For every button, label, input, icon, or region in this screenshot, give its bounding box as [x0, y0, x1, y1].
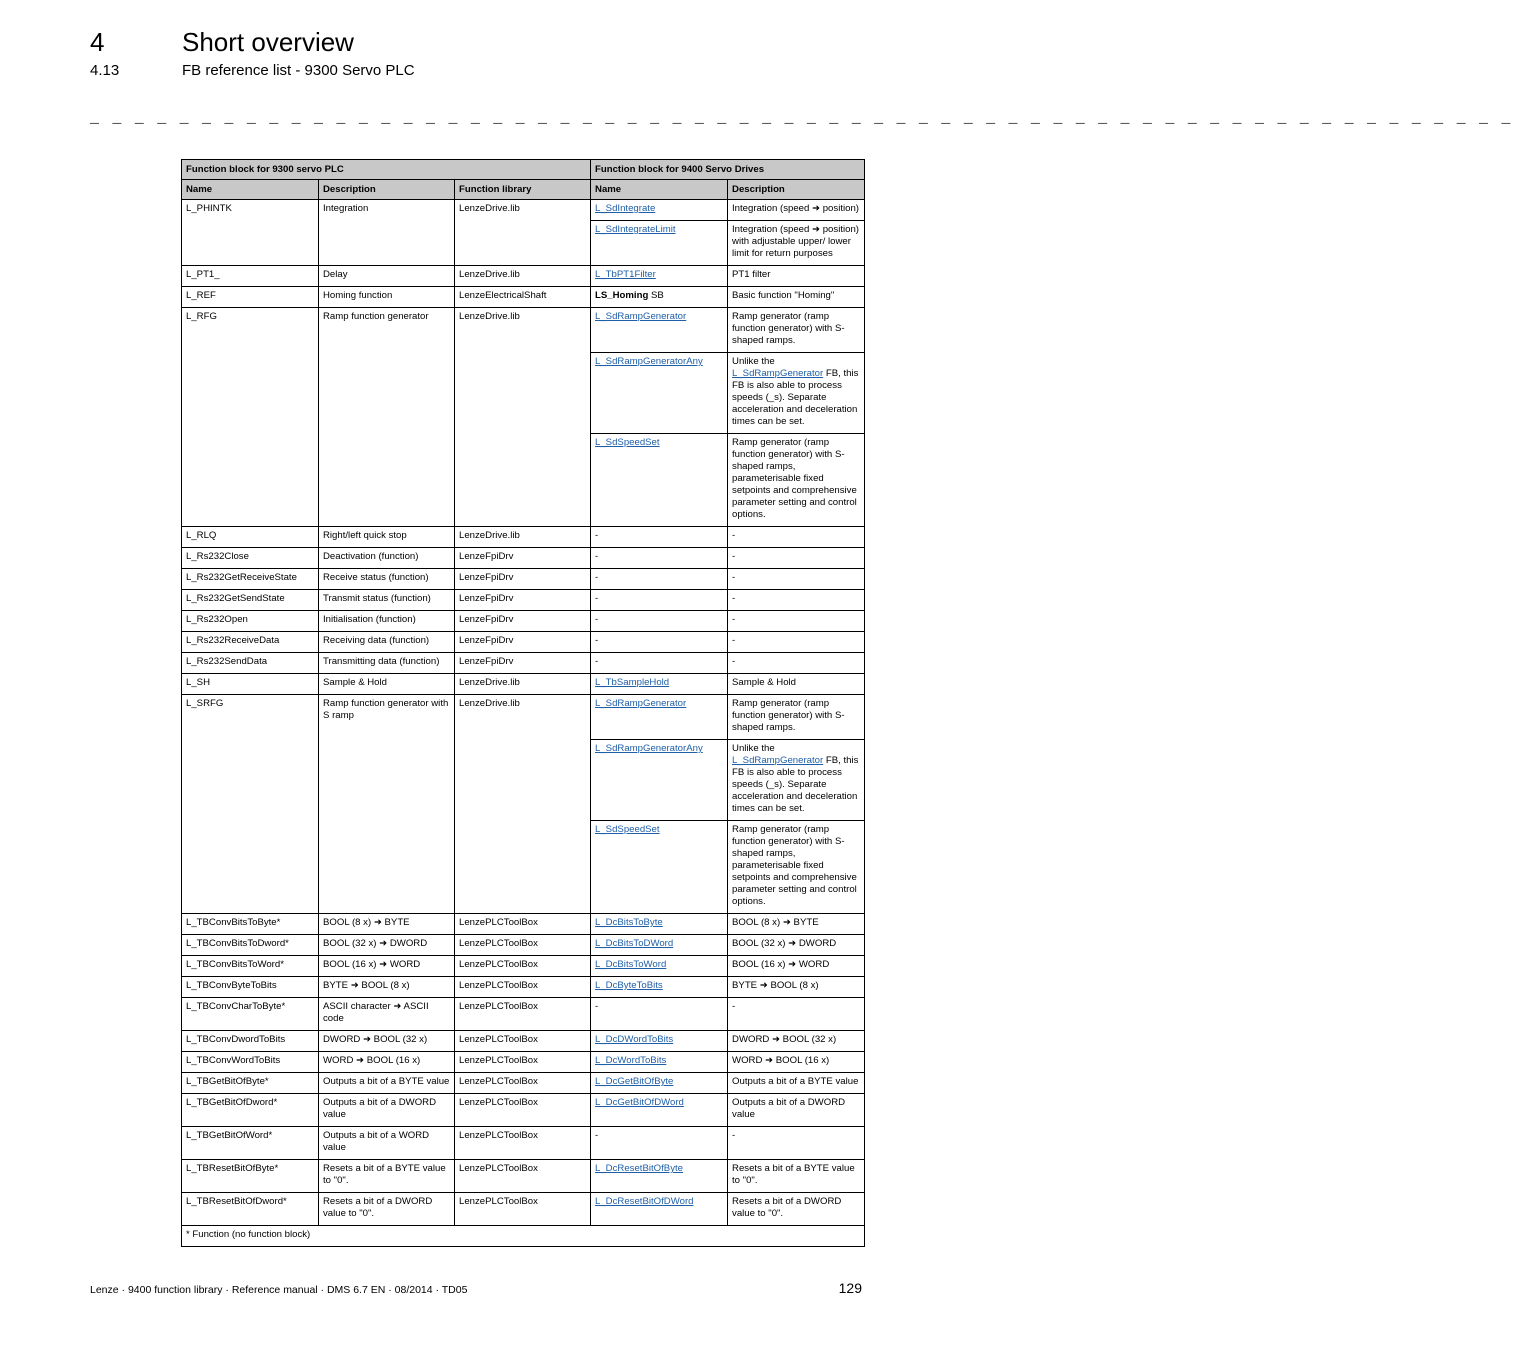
- fb-9300-description: Integration: [319, 200, 455, 266]
- table-row: [182, 1094, 865, 1127]
- fb-9400-link[interactable]: L_TbPT1Filter: [595, 269, 656, 280]
- fb-9400-description-text: Outputs a bit of a BYTE value: [732, 1076, 859, 1087]
- table-row: [182, 632, 865, 653]
- fb-9400-description-text: Integration (speed ➜ position) with adjustable upper/ lower limit for return purposes: [732, 224, 859, 259]
- fb-9400-description-text: Sample & Hold: [732, 677, 797, 688]
- fb-9400-description-cell: [728, 1094, 865, 1127]
- fb-9400-name-cell: [591, 221, 728, 266]
- fb-9300-library: LenzeFpiDrv: [455, 590, 591, 611]
- fb-9300-library: LenzePLCToolBox: [455, 977, 591, 998]
- table-footnote: * Function (no function block): [182, 1226, 865, 1247]
- group-header-9300: Function block for 9300 servo PLC: [182, 160, 591, 180]
- chapter-title: Short overview: [182, 27, 354, 57]
- fb-9400-name-cell: [591, 200, 728, 221]
- fb-9400-description-text: Resets a bit of a BYTE value to "0".: [732, 1163, 855, 1186]
- fb-9300-name: L_TBConvBitsToDword*: [182, 935, 319, 956]
- fb-9400-description-cell: [728, 935, 865, 956]
- fb-9300-name: L_TBGetBitOfDword*: [182, 1094, 319, 1127]
- fb-9400-name-cell: [591, 1031, 728, 1052]
- fb-9300-library: LenzeDrive.lib: [455, 674, 591, 695]
- fb-9300-library: LenzePLCToolBox: [455, 1073, 591, 1094]
- fb-9300-name: L_TBConvByteToBits: [182, 977, 319, 998]
- fb-9400-name-cell: [591, 590, 728, 611]
- fb-9300-library: LenzeElectricalShaft: [455, 287, 591, 308]
- table-row: [182, 611, 865, 632]
- header-separator: _ _ _ _ _ _ _ _ _ _ _ _ _ _ _ _ _ _ _ _ _ _ _ _ _ _ _ _ _ _ _ _ _ _ _ _ _ _ _ _ _ _ _ _ _ _ _ _ _ _ _ _ _ _ _ _ _ _ _ _ _ _ _ _: [90, 110, 1513, 127]
- fb-9400-description-cell: [728, 1031, 865, 1052]
- fb-9400-description-cell: [728, 1193, 865, 1226]
- fb-9300-name: L_Rs232SendData: [182, 653, 319, 674]
- fb-9400-link[interactable]: L_DcGetBitOfByte: [595, 1076, 674, 1087]
- section-title: FB reference list - 9300 Servo PLC: [182, 62, 415, 79]
- fb-9300-library: LenzeFpiDrv: [455, 569, 591, 590]
- footer-document-info: Lenze · 9400 function library · Reference manual · DMS 6.7 EN · 08/2014 · TD05: [90, 1284, 468, 1296]
- fb-9400-description-cell: [728, 266, 865, 287]
- table-row: [182, 569, 865, 590]
- fb-9400-link[interactable]: L_SdSpeedSet: [595, 824, 660, 835]
- fb-9300-name: L_TBConvWordToBits: [182, 1052, 319, 1073]
- fb-9300-name: L_REF: [182, 287, 319, 308]
- fb-9300-name: L_PT1_: [182, 266, 319, 287]
- fb-9300-library: LenzeDrive.lib: [455, 308, 591, 527]
- fb-9400-name-suffix: SB: [648, 290, 664, 301]
- fb-9400-description-cell: [728, 308, 865, 353]
- table-row: [182, 653, 865, 674]
- fb-9400-description-cell: [728, 653, 865, 674]
- fb-9400-link[interactable]: L_DcDWordToBits: [595, 1034, 674, 1045]
- fb-9300-description: Transmitting data (function): [319, 653, 455, 674]
- fb-9400-description-link[interactable]: L_SdRampGenerator: [732, 755, 824, 766]
- fb-9300-description: Outputs a bit of a WORD value: [319, 1127, 455, 1160]
- fb-9400-name-cell: [591, 569, 728, 590]
- fb-9400-description-cell: [728, 1127, 865, 1160]
- fb-9300-library: LenzePLCToolBox: [455, 1127, 591, 1160]
- fb-9400-link[interactable]: L_TbSampleHold: [595, 677, 670, 688]
- col-header-library: Function library: [455, 180, 591, 200]
- fb-9300-name: L_TBConvBitsToByte*: [182, 914, 319, 935]
- fb-9400-description-text: -: [732, 635, 736, 646]
- fb-9400-description-cell: [728, 527, 865, 548]
- fb-9400-name-cell: [591, 266, 728, 287]
- fb-9400-description-cell: [728, 821, 865, 914]
- fb-9400-description-text: Ramp generator (ramp function generator) with S-shaped ramps, parameterisable fixed setpoints and comprehensive parameter setting and control options.: [732, 824, 857, 907]
- fb-9300-library: LenzeFpiDrv: [455, 548, 591, 569]
- fb-9300-library: LenzeDrive.lib: [455, 266, 591, 287]
- fb-9300-description: BOOL (8 x) ➜ BYTE: [319, 914, 455, 935]
- fb-9400-description-cell: [728, 674, 865, 695]
- fb-9400-name-cell: [591, 998, 728, 1031]
- fb-9400-description-cell: [728, 611, 865, 632]
- table-row: [182, 1160, 865, 1193]
- fb-9400-name-cell: [591, 611, 728, 632]
- fb-9400-name-cell: [591, 1160, 728, 1193]
- fb-9300-library: LenzePLCToolBox: [455, 1193, 591, 1226]
- fb-9400-description-cell: [728, 548, 865, 569]
- fb-9300-description: Transmit status (function): [319, 590, 455, 611]
- fb-9400-name: -: [595, 572, 599, 583]
- fb-9400-name: LS_Homing: [595, 290, 649, 301]
- table-row: [182, 914, 865, 935]
- fb-9300-name: L_RFG: [182, 308, 319, 527]
- col-header-name: Name: [182, 180, 319, 200]
- fb-9400-link[interactable]: L_DcResetBitOfDWord: [595, 1196, 694, 1207]
- fb-9400-link[interactable]: L_SdSpeedSet: [595, 437, 660, 448]
- col-header-name-9400: Name: [591, 180, 728, 200]
- fb-9400-name-cell: [591, 548, 728, 569]
- fb-9400-description-cell: [728, 977, 865, 998]
- fb-9300-library: LenzePLCToolBox: [455, 1031, 591, 1052]
- fb-9400-name: -: [595, 656, 599, 667]
- fb-9400-description-text: WORD ➜ BOOL (16 x): [732, 1055, 830, 1066]
- fb-9400-name-cell: [591, 674, 728, 695]
- table-row: [182, 1073, 865, 1094]
- fb-9400-description-link[interactable]: L_SdRampGenerator: [732, 368, 824, 379]
- fb-9400-description-cell: [728, 695, 865, 740]
- fb-9400-name-cell: [591, 695, 728, 740]
- fb-9300-name: L_SH: [182, 674, 319, 695]
- fb-9400-name-cell: [591, 353, 728, 434]
- fb-9300-library: LenzePLCToolBox: [455, 998, 591, 1031]
- fb-9400-name-cell: [591, 956, 728, 977]
- fb-9300-description: Resets a bit of a BYTE value to "0".: [319, 1160, 455, 1193]
- fb-9400-name-cell: [591, 287, 728, 308]
- table-row: [182, 266, 865, 287]
- fb-9300-library: LenzePLCToolBox: [455, 935, 591, 956]
- fb-9400-name: -: [595, 614, 599, 625]
- fb-9400-description-text: Basic function "Homing": [732, 290, 835, 301]
- table-row: [182, 998, 865, 1031]
- fb-9400-description-text: BOOL (16 x) ➜ WORD: [732, 959, 830, 970]
- fb-9400-description-text: Integration (speed ➜ position): [732, 203, 859, 214]
- fb-9400-description-text: -: [732, 572, 736, 583]
- fb-9400-name: -: [595, 593, 599, 604]
- fb-9300-library: LenzeDrive.lib: [455, 527, 591, 548]
- table-row: [182, 695, 865, 740]
- fb-9300-description: ASCII character ➜ ASCII code: [319, 998, 455, 1031]
- fb-9400-link[interactable]: L_SdIntegrateLimit: [595, 224, 676, 235]
- table-row: [182, 1127, 865, 1160]
- fb-9300-description: BYTE ➜ BOOL (8 x): [319, 977, 455, 998]
- fb-9300-name: L_TBResetBitOfByte*: [182, 1160, 319, 1193]
- fb-9300-description: Ramp function generator with S ramp: [319, 695, 455, 914]
- fb-9400-description-cell: [728, 914, 865, 935]
- fb-9300-description: BOOL (16 x) ➜ WORD: [319, 956, 455, 977]
- fb-9300-description: Outputs a bit of a BYTE value: [319, 1073, 455, 1094]
- fb-9400-description-text: BYTE ➜ BOOL (8 x): [732, 980, 819, 991]
- fb-9400-description-cell: [728, 998, 865, 1031]
- section-number: 4.13: [90, 62, 120, 79]
- fb-9300-name: L_TBResetBitOfDword*: [182, 1193, 319, 1226]
- chapter-number: 4: [90, 27, 105, 57]
- fb-9400-link[interactable]: L_SdRampGenerator: [595, 698, 687, 709]
- fb-9300-description: WORD ➜ BOOL (16 x): [319, 1052, 455, 1073]
- fb-9400-name-cell: [591, 527, 728, 548]
- fb-9400-description-text: -: [732, 614, 736, 625]
- col-header-description-9400: Description: [728, 180, 865, 200]
- fb-9300-name: L_SRFG: [182, 695, 319, 914]
- fb-9400-name-cell: [591, 1073, 728, 1094]
- fb-9400-link[interactable]: L_DcByteToBits: [595, 980, 663, 991]
- fb-reference-table: [181, 159, 865, 1247]
- fb-9400-name-cell: [591, 740, 728, 821]
- fb-9400-description-text: -: [732, 593, 736, 604]
- fb-9400-link[interactable]: L_DcGetBitOfDWord: [595, 1097, 684, 1108]
- page-number: 129: [838, 1280, 862, 1296]
- fb-9400-name-cell: [591, 308, 728, 353]
- fb-9400-name-cell: [591, 1052, 728, 1073]
- fb-9300-library: LenzePLCToolBox: [455, 914, 591, 935]
- fb-9400-link[interactable]: L_SdRampGeneratorAny: [595, 743, 703, 754]
- fb-9300-description: Sample & Hold: [319, 674, 455, 695]
- group-header-9400: Function block for 9400 Servo Drives: [591, 160, 865, 180]
- fb-9300-library: LenzeFpiDrv: [455, 632, 591, 653]
- fb-9400-link[interactable]: L_DcBitsToWord: [595, 959, 667, 970]
- fb-9400-description-cell: [728, 740, 865, 821]
- fb-9300-name: L_TBGetBitOfByte*: [182, 1073, 319, 1094]
- table-row: [182, 674, 865, 695]
- fb-9300-description: Initialisation (function): [319, 611, 455, 632]
- fb-9300-library: LenzePLCToolBox: [455, 956, 591, 977]
- fb-9400-name-cell: [591, 935, 728, 956]
- fb-9400-link[interactable]: L_SdRampGenerator: [595, 311, 687, 322]
- fb-9300-name: L_PHINTK: [182, 200, 319, 266]
- fb-9300-description: Resets a bit of a DWORD value to "0".: [319, 1193, 455, 1226]
- fb-9300-library: LenzeFpiDrv: [455, 611, 591, 632]
- fb-9400-description-cell: [728, 1052, 865, 1073]
- fb-9400-description-cell: [728, 434, 865, 527]
- fb-9400-name-cell: [591, 1094, 728, 1127]
- fb-9400-description-cell: [728, 1073, 865, 1094]
- table-row: [182, 977, 865, 998]
- fb-9300-name: L_TBGetBitOfWord*: [182, 1127, 319, 1160]
- fb-9400-name: -: [595, 1130, 599, 1141]
- fb-9400-name: -: [595, 551, 599, 562]
- fb-9400-description-cell: [728, 1160, 865, 1193]
- fb-9300-library: LenzePLCToolBox: [455, 1160, 591, 1193]
- fb-9300-name: L_Rs232ReceiveData: [182, 632, 319, 653]
- fb-9300-description: Homing function: [319, 287, 455, 308]
- fb-9300-library: LenzeDrive.lib: [455, 695, 591, 914]
- fb-9400-link[interactable]: L_DcResetBitOfByte: [595, 1163, 683, 1174]
- fb-9400-description-text: -: [732, 551, 736, 562]
- table-row: [182, 200, 865, 221]
- fb-9300-name: L_Rs232Open: [182, 611, 319, 632]
- fb-9300-name: L_Rs232Close: [182, 548, 319, 569]
- fb-9300-description: Receiving data (function): [319, 632, 455, 653]
- fb-9400-description-text: -: [732, 656, 736, 667]
- fb-9400-link[interactable]: L_DcWordToBits: [595, 1055, 667, 1066]
- fb-9300-library: LenzePLCToolBox: [455, 1052, 591, 1073]
- fb-9400-link[interactable]: L_SdRampGeneratorAny: [595, 356, 703, 367]
- fb-9300-description: Receive status (function): [319, 569, 455, 590]
- fb-9400-description-cell: [728, 353, 865, 434]
- fb-9400-description-text: Unlike the: [732, 743, 775, 754]
- fb-9400-description-cell: [728, 569, 865, 590]
- fb-9400-description-text: -: [732, 1130, 736, 1141]
- fb-9400-name: -: [595, 1001, 599, 1012]
- fb-9400-description-text: FB, this FB is also able to process speeds (_s). Separate acceleration and deceleration times can be set.: [732, 755, 859, 814]
- fb-9400-link[interactable]: L_SdIntegrate: [595, 203, 656, 214]
- fb-9400-description-text: Ramp generator (ramp function generator) with S-shaped ramps, parameterisable fixed setpoints and comprehensive parameter setting and control options.: [732, 437, 857, 520]
- fb-9400-name-cell: [591, 653, 728, 674]
- fb-9400-description-text: Ramp generator (ramp function generator) with S-shaped ramps.: [732, 698, 845, 733]
- fb-9400-description-cell: [728, 200, 865, 221]
- table-row: [182, 1052, 865, 1073]
- fb-9300-description: BOOL (32 x) ➜ DWORD: [319, 935, 455, 956]
- fb-9400-name: -: [595, 530, 599, 541]
- table-row: [182, 935, 865, 956]
- table-row: [182, 527, 865, 548]
- fb-9400-description-cell: [728, 590, 865, 611]
- fb-9400-description-text: FB, this FB is also able to process speeds (_s). Separate acceleration and deceleration times can be set.: [732, 368, 859, 427]
- table-row: [182, 287, 865, 308]
- fb-9400-description-cell: [728, 956, 865, 977]
- fb-9300-library: LenzeFpiDrv: [455, 653, 591, 674]
- fb-9400-description-text: -: [732, 1001, 736, 1012]
- fb-9400-description-text: DWORD ➜ BOOL (32 x): [732, 1034, 837, 1045]
- fb-9400-description-cell: [728, 632, 865, 653]
- fb-9400-name-cell: [591, 977, 728, 998]
- fb-9400-description-text: Resets a bit of a DWORD value to "0".: [732, 1196, 842, 1219]
- table-row: [182, 590, 865, 611]
- table-row: [182, 956, 865, 977]
- fb-9400-name-cell: [591, 1127, 728, 1160]
- fb-9300-name: L_TBConvCharToByte*: [182, 998, 319, 1031]
- fb-9400-description-cell: [728, 287, 865, 308]
- fb-9300-name: L_TBConvBitsToWord*: [182, 956, 319, 977]
- fb-9300-description: DWORD ➜ BOOL (32 x): [319, 1031, 455, 1052]
- fb-9300-library: LenzeDrive.lib: [455, 200, 591, 266]
- table-row: [182, 548, 865, 569]
- fb-9300-library: LenzePLCToolBox: [455, 1094, 591, 1127]
- table-row: [182, 308, 865, 353]
- fb-9400-description-text: PT1 filter: [732, 269, 771, 280]
- fb-9300-name: L_Rs232GetSendState: [182, 590, 319, 611]
- fb-9400-name-cell: [591, 821, 728, 914]
- fb-9400-name: -: [595, 635, 599, 646]
- col-header-description: Description: [319, 180, 455, 200]
- fb-9400-description-text: -: [732, 530, 736, 541]
- fb-9400-description-cell: [728, 221, 865, 266]
- fb-9400-link[interactable]: L_DcBitsToDWord: [595, 938, 674, 949]
- table-row: [182, 1031, 865, 1052]
- fb-9300-description: Right/left quick stop: [319, 527, 455, 548]
- fb-9400-name-cell: [591, 434, 728, 527]
- fb-9400-description-text: BOOL (32 x) ➜ DWORD: [732, 938, 837, 949]
- fb-9400-link[interactable]: L_DcBitsToByte: [595, 917, 663, 928]
- fb-9300-description: Outputs a bit of a DWORD value: [319, 1094, 455, 1127]
- fb-9400-name-cell: [591, 914, 728, 935]
- fb-9400-name-cell: [591, 632, 728, 653]
- fb-9300-name: L_RLQ: [182, 527, 319, 548]
- fb-9400-name-cell: [591, 1193, 728, 1226]
- fb-9400-description-text: Ramp generator (ramp function generator) with S-shaped ramps.: [732, 311, 845, 346]
- fb-9400-description-text: Outputs a bit of a DWORD value: [732, 1097, 846, 1120]
- fb-9300-description: Ramp function generator: [319, 308, 455, 527]
- fb-9400-description-text: Unlike the: [732, 356, 775, 367]
- fb-9300-description: Delay: [319, 266, 455, 287]
- table-row: [182, 1193, 865, 1226]
- fb-9300-name: L_Rs232GetReceiveState: [182, 569, 319, 590]
- fb-9400-description-text: BOOL (8 x) ➜ BYTE: [732, 917, 819, 928]
- fb-9300-description: Deactivation (function): [319, 548, 455, 569]
- fb-9300-name: L_TBConvDwordToBits: [182, 1031, 319, 1052]
